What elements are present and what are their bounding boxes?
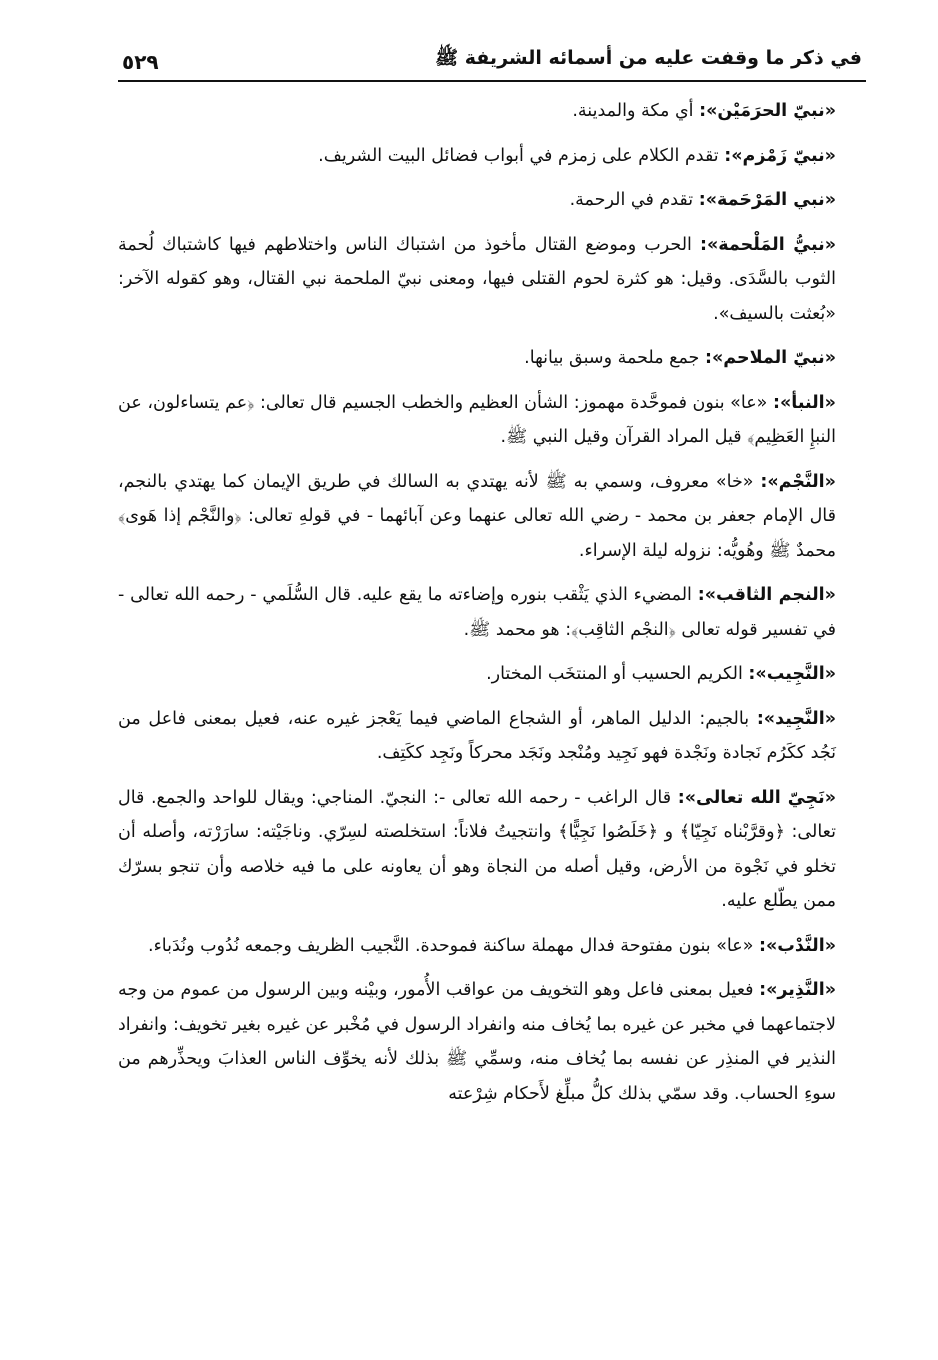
entry-text: تقدم في الرحمة. xyxy=(569,190,699,210)
page-number: ٥٢٩ xyxy=(122,50,159,74)
entry-text: أي مكة والمدينة. xyxy=(572,101,700,121)
entry-text: تقدم الكلام على زمزم في أبواب فضائل البيت الشريف. xyxy=(318,145,725,166)
entry-term: «النجم الثاقب»: xyxy=(697,585,836,605)
page-body xyxy=(118,82,866,1111)
entry-term: «نبي المَرْحَمة»: xyxy=(698,190,836,210)
entry-nabi-al-marhama xyxy=(118,183,866,218)
entry-term: «النَّجِيد»: xyxy=(756,708,836,729)
entry-an-nadhir xyxy=(118,973,866,1111)
book-page xyxy=(118,30,866,1330)
entry-text: قال الراغب - رحمه الله تعالى -: النجيّ. المناجي: ويقال للواحد والجمع. قال تعالى: ﴿وقرَّبْناه نَجِيّا﴾ و ﴿خَلَصُوا نَجِيًّا﴾ وانتجيتُ فلاناً: استخلصته لسِرّي. وناجَيْته: سارَرْته، وأصله أن تخلو في نَجْوة من الأرض، وقيل أصله من النجاة وهو أن يعاونه على ما فيه خلاصه وأن تنجو بسرّك ممن يطّلع عليه. xyxy=(118,787,836,911)
entry-nabi-al-haramayn xyxy=(118,94,866,129)
entry-text: المضيء الذي يَثْقب بنوره وإضاءته ما يقع عليه. قال السُّلَمي - رحمه الله تعالى - في تفسير قوله تعالى ﴿النجْم الثاقِب﴾: هو محمد ﷺ. xyxy=(118,585,836,640)
entry-an-nadb xyxy=(118,929,866,964)
entry-an-naba xyxy=(118,386,866,455)
entry-term: «نبيّ زَمْزم»: xyxy=(724,145,836,166)
entry-an-najm xyxy=(118,465,866,569)
entry-text: جمع ملحمة وسبق بيانها. xyxy=(524,348,705,368)
entry-term: «النَّدْب»: xyxy=(758,935,836,956)
entry-text: الحرب وموضع القتال مأخوذ من اشتباك الناس واختلاطهم فيها كاشتباك لُحمة الثوب بالسَّدَى. وقيل: هو كثرة لحوم القتلى فيها، ومعنى نبيّ الملحمة نبي القتال، وهو كقوله الآخر: «بُعثت بالسيف». xyxy=(118,234,836,324)
entry-term: «النَّجْم»: xyxy=(760,471,836,492)
entry-nabi-al-malahim xyxy=(118,341,866,376)
entry-term: «نبيّ الحرَمَيْن»: xyxy=(699,101,836,121)
entry-text: «خا» معروف، وسمي به ﷺ لأنه يهتدي به السالك في طريق الإيمان كما يهتدي بالنجم، قال الإمام جعفر بن محمد - رضي الله تعالى عنهما وعن آبائهما - في قولهِ تعالى: ﴿والنَّجْم إذا هَوى﴾ محمدٌ ﷺ وهُويُّه: نزوله ليلة الإسراء. xyxy=(118,471,836,561)
entry-term: «نبيُّ المَلْحمة»: xyxy=(699,234,836,255)
entry-text: الكريم الحسيب أو المنتخَب المختار. xyxy=(486,664,749,684)
entry-an-najib xyxy=(118,657,866,692)
entry-term: «نبيّ الملاحم»: xyxy=(704,348,836,368)
entry-an-najm-ath-thaqib xyxy=(118,578,866,647)
page-header xyxy=(118,30,866,82)
entry-term: «النبأ»: xyxy=(772,392,836,413)
entry-text: فعيل بمعنى فاعل وهو التخويف من عواقب الأُمور، وبيْنه وبين الرسول من عموم من وجه لاجتماعهما في مخبر عن غيره بما يُخاف منه وانفراد الرسول في مُخْبر عن غيره بغير تخويف: وانفراد النذير في المنذِر عن نفسه بما يُخاف منه، وسمِّي ﷺ بذلك لأنه يخوِّف الناس العذابَ ويحذِّرهم من سوءِ الحساب. وقد سمّي بذلك كلُّ مبلِّغ لأَحكام شِرْعته xyxy=(118,980,836,1104)
running-title: في ذكر ما وقفت عليه من أسمائه الشريفة ﷺ xyxy=(435,47,862,69)
entry-nabi-zamzam xyxy=(118,139,866,174)
entry-najiy-allah xyxy=(118,781,866,919)
entry-an-najid xyxy=(118,702,866,771)
entry-term: «النَّذِير»: xyxy=(759,980,836,1000)
entry-text: «عا» بنون فموحَّدة مهموز: الشأن العظيم والخطب الجسيم قال تعالى: ﴿عم يتساءلون، عن النبإِ العَظِيم﴾ قيل المراد القرآن وقيل النبي ﷺ. xyxy=(118,392,836,447)
entry-text: «عا» بنون مفتوحة فدال مهملة ساكنة فموحدة. النَّجيب الظريف وجمعه نُدُوب ونُدَباء. xyxy=(148,935,759,956)
entry-nabi-al-malhama xyxy=(118,228,866,332)
entry-text: بالجيم: الدليل الماهر، أو الشجاع الماضي فيما يَعْجز غيره عنه، فعيل بمعنى فاعل من نَجُد ككَرُم نَجادة ونَجْدة فهو نَجِيد ومُنْجد ونَجَد محركاً ونَجِد ككَتِف. xyxy=(118,708,836,763)
entry-term: «النَّجِيب»: xyxy=(748,664,836,684)
entry-term: «نَجِيّ الله تعالى»: xyxy=(677,787,836,808)
